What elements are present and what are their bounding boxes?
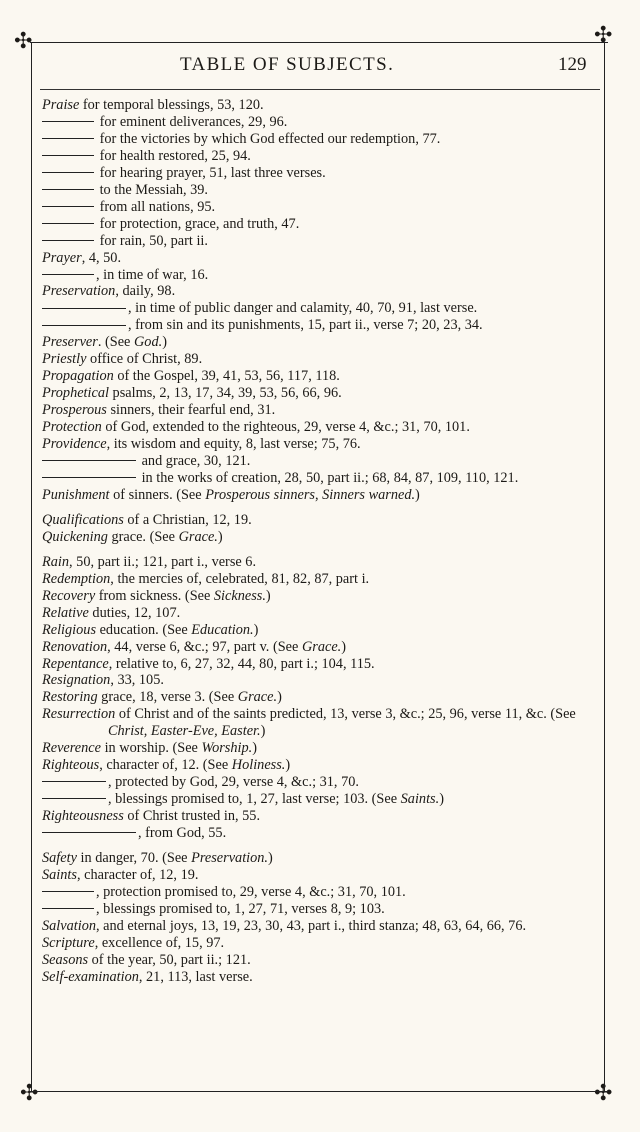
index-entry — [42, 656, 598, 673]
index-entry — [42, 639, 598, 656]
entry-text: , in time of public danger and calamity, 40, 70, 91, last verse. — [128, 300, 478, 317]
index-entry — [42, 571, 598, 588]
corner-ornament-icon: ✣ — [594, 22, 613, 47]
index-entry — [42, 918, 598, 935]
entry-text: of the year, 50, part ii.; 121. — [88, 951, 251, 968]
entry-text: , blessings promised to, 1, 27, 71, verses 8, 9; 103. — [96, 900, 385, 917]
entry-text: , 21, 113, last verse. — [138, 968, 253, 985]
entry-text: , — [314, 486, 323, 503]
entry-text: ) — [253, 621, 259, 638]
entry-term: Protection — [42, 419, 102, 436]
entry-text: ) — [265, 587, 271, 604]
frame-right-rule — [604, 42, 605, 1092]
entry-text: for rain, 50, part ii. — [96, 232, 208, 249]
frame-top-rule — [30, 42, 608, 43]
cross-reference: Saints. — [400, 791, 440, 808]
entry-text: , character of, 12, 19. — [76, 866, 199, 883]
entry-text: of the Gospel, 39, 41, 53, 56, 117, 118. — [113, 368, 340, 385]
ditto-dash — [42, 891, 94, 892]
index-entry — [42, 148, 598, 165]
ditto-dash — [42, 206, 94, 207]
entry-term: Renovation — [42, 638, 108, 655]
entry-text: , daily, 98. — [115, 283, 176, 300]
ditto-dash — [42, 274, 94, 275]
ditto-dash — [42, 240, 94, 241]
index-entry — [42, 706, 598, 740]
ditto-dash — [42, 477, 136, 478]
cross-reference: Holiness. — [231, 757, 286, 774]
cross-reference: Sinners warned. — [322, 486, 416, 503]
entry-text: of Christ trusted in, 55. — [123, 808, 261, 825]
entry-term: Relative — [42, 604, 89, 621]
entry-term: Restoring — [42, 689, 98, 706]
entry-term: Providence — [42, 436, 107, 453]
cross-reference: Worship. — [201, 740, 253, 757]
index-entry — [42, 368, 598, 385]
entry-text: in the works of creation, 28, 50, part ii.; 68, 84, 87, 109, 110, 121. — [138, 469, 519, 486]
index-entry — [42, 317, 598, 334]
index-entry — [42, 182, 598, 199]
entry-term: Righteousness — [42, 808, 124, 825]
ditto-dash — [42, 223, 94, 224]
entry-text: ) — [162, 334, 167, 351]
index-entry — [42, 935, 598, 952]
entry-text: , and eternal joys, 13, 19, 23, 30, 43, part i., third stanza; 48, 63, 64, 66, 76. — [96, 917, 527, 934]
entry-term: Preserver — [42, 334, 98, 351]
entry-text: , excellence of, 15, 97. — [94, 934, 225, 951]
entry-term: Prophetical — [42, 385, 109, 402]
entry-term: Scripture — [42, 934, 95, 951]
index-entry — [42, 97, 598, 114]
ditto-dash — [42, 308, 126, 309]
corner-ornament-icon: ✣ — [20, 1080, 39, 1105]
entry-text: , 33, 105. — [110, 672, 164, 689]
page-title: TABLE OF SUBJECTS. — [180, 54, 395, 75]
entry-text: ) — [285, 757, 291, 774]
index-entry — [42, 453, 598, 470]
entry-text: sinners, their fearful end, 31. — [106, 402, 276, 419]
entry-text: , 50, part ii.; 121, part i., verse 6. — [69, 553, 257, 570]
entry-text: , relative to, 6, 27, 32, 44, 80, part i.; 104, 115. — [108, 655, 375, 672]
entry-text: , 4, 50. — [81, 249, 122, 266]
index-entry — [42, 419, 598, 436]
ditto-dash — [42, 798, 106, 799]
entry-term: Repentance — [42, 655, 109, 672]
entry-term: Safety — [42, 849, 77, 866]
entry-term: Praise — [42, 97, 80, 113]
index-entry — [42, 672, 598, 689]
entry-text: for hearing prayer, 51, last three verses. — [96, 164, 326, 181]
index-entry — [42, 529, 598, 546]
entry-text: ) — [252, 740, 257, 757]
entry-text: , protection promised to, 29, verse 4, &c.; 31, 70, 101. — [96, 883, 406, 900]
cross-reference: Christ, Easter-Eve, Easter. — [108, 723, 261, 740]
entry-term: Prosperous — [42, 402, 107, 419]
index-entry — [42, 385, 598, 402]
entry-term: Self-examination — [42, 968, 139, 985]
entry-text: for health restored, 25, 94. — [96, 147, 251, 164]
index-entry — [42, 850, 598, 867]
entry-term: Qualifications — [42, 511, 124, 528]
index-entry — [42, 901, 598, 918]
entry-text: grace. (See — [107, 528, 179, 545]
entry-text: ) — [217, 528, 223, 545]
frame-bottom-rule — [30, 1091, 608, 1092]
index-entry — [42, 131, 598, 148]
index-entry — [42, 689, 598, 706]
index-entry — [42, 436, 598, 453]
index-entry — [42, 334, 598, 351]
corner-ornament-icon: ✣ — [14, 28, 33, 53]
entry-term: Reverence — [42, 740, 101, 757]
index-entry — [42, 791, 598, 808]
index-entry — [42, 402, 598, 419]
ditto-dash — [42, 325, 126, 326]
cross-reference: Preservation. — [191, 849, 269, 866]
entry-text: of a Christian, 12, 19. — [123, 511, 252, 528]
cross-reference: God. — [133, 334, 163, 351]
index-entry — [42, 470, 598, 487]
entry-text: , blessings promised to, 1, 27, last verse; 103. (See — [108, 791, 401, 808]
entry-term: Quickening — [42, 528, 108, 545]
entry-text: , protected by God, 29, verse 4, &c.; 31, 70. — [108, 774, 359, 791]
entry-text: grace, 18, verse 3. (See — [97, 689, 238, 706]
ditto-dash — [42, 172, 94, 173]
cross-reference: Grace. — [178, 528, 218, 545]
index-entry — [42, 165, 598, 182]
entry-term: Saints — [42, 866, 77, 883]
section-gap — [42, 504, 598, 512]
index-entry — [42, 199, 598, 216]
entry-text: from all nations, 95. — [96, 198, 216, 215]
index-entry — [42, 588, 598, 605]
entry-text: psalms, 2, 13, 17, 34, 39, 53, 56, 66, 96. — [108, 385, 342, 402]
ditto-dash — [42, 189, 94, 190]
index-entry — [42, 774, 598, 791]
entry-text: for temporal blessings, 53, 120. — [79, 97, 264, 113]
index-entry — [42, 808, 598, 825]
entry-term: Resignation — [42, 672, 111, 689]
ditto-dash — [42, 908, 94, 909]
entry-text: of Christ and of the saints predicted, 13, verse 3, &c.; 25, 96, verse 11, &c. (See — [115, 706, 576, 723]
index-entry — [42, 351, 598, 368]
entry-text: , from God, 55. — [138, 825, 227, 842]
section-gap — [42, 546, 598, 554]
entry-text: , character of, 12. (See — [99, 757, 232, 774]
entry-text: to the Messiah, 39. — [96, 181, 208, 198]
ditto-dash — [42, 781, 106, 782]
entry-term: Resurrection — [42, 706, 116, 723]
ditto-dash — [42, 138, 94, 139]
entry-term: Religious — [42, 621, 97, 638]
cross-reference: Sickness. — [213, 587, 266, 604]
entry-term: Priestly — [42, 351, 87, 368]
cross-reference: Grace. — [301, 638, 342, 655]
index-entry — [42, 512, 598, 529]
entry-term: Redemption — [42, 570, 111, 587]
subject-index — [42, 97, 598, 986]
entry-text: ) — [341, 638, 347, 655]
index-entry — [42, 867, 598, 884]
entry-text: . (See — [97, 334, 134, 351]
entry-text: in danger, 70. (See — [76, 849, 192, 866]
entry-text: duties, 12, 107. — [88, 604, 181, 621]
entry-text: and grace, 30, 121. — [138, 453, 251, 470]
index-entry — [42, 605, 598, 622]
entry-text: of sinners. (See — [109, 486, 206, 503]
entry-text: , its wisdom and equity, 8, last verse; 75, 76. — [106, 436, 361, 453]
index-entry — [42, 884, 598, 901]
index-entry — [42, 952, 598, 969]
index-entry — [42, 216, 598, 233]
entry-text: in worship. (See — [101, 740, 202, 757]
header-rule — [40, 89, 600, 90]
index-entry — [42, 114, 598, 131]
cross-reference: Grace. — [237, 689, 278, 706]
entry-text: for protection, grace, and truth, 47. — [96, 215, 300, 232]
index-entry — [42, 554, 598, 571]
cross-reference: Education. — [191, 621, 254, 638]
section-gap — [42, 842, 598, 850]
entry-text: for the victories by which God effected our redemption, 77. — [96, 130, 441, 147]
ditto-dash — [42, 832, 136, 833]
entry-term: Punishment — [42, 486, 110, 503]
entry-text: office of Christ, 89. — [86, 351, 203, 368]
entry-term: Prayer — [42, 249, 82, 266]
entry-text: ) — [268, 849, 273, 866]
entry-term: Recovery — [42, 587, 96, 604]
entry-text: ) — [277, 689, 282, 706]
index-entry — [42, 250, 598, 267]
entry-text: , from sin and its punishments, 15, part ii., verse 7; 20, 23, 34. — [128, 317, 483, 334]
entry-text: , 44, verse 6, &c.; 97, part v. (See — [107, 638, 302, 655]
entry-text: for eminent deliverances, 29, 96. — [96, 113, 288, 130]
entry-term: Righteous — [42, 757, 100, 774]
entry-text: ) — [415, 486, 420, 503]
index-entry — [42, 757, 598, 774]
ditto-dash — [42, 155, 94, 156]
ditto-dash — [42, 121, 94, 122]
entry-text: , in time of war, 16. — [96, 266, 209, 283]
index-entry — [42, 740, 598, 757]
entry-text: education. (See — [96, 621, 192, 638]
entry-term: Seasons — [42, 951, 89, 968]
entry-term: Salvation — [42, 917, 97, 934]
entry-text: ) — [439, 791, 444, 808]
entry-term: Propagation — [42, 368, 114, 385]
entry-text: ) — [260, 723, 266, 740]
corner-ornament-icon: ✣ — [594, 1080, 613, 1105]
entry-term: Rain — [42, 553, 70, 570]
entry-text: from sickness. (See — [95, 587, 214, 604]
ditto-dash — [42, 460, 136, 461]
index-entry — [42, 283, 598, 300]
index-entry — [42, 487, 598, 504]
frame-left-rule — [31, 42, 32, 1092]
index-entry — [42, 622, 598, 639]
page-number: 129 — [558, 54, 587, 75]
index-entry — [42, 267, 598, 284]
entry-text: of God, extended to the righteous, 29, verse 4, &c.; 31, 70, 101. — [101, 419, 470, 436]
cross-reference: Prosperous sinners — [205, 486, 315, 503]
entry-text: , the mercies of, celebrated, 81, 82, 87, part i. — [110, 570, 370, 587]
index-entry — [42, 233, 598, 250]
index-entry — [42, 300, 598, 317]
index-entry — [42, 825, 598, 842]
index-entry — [42, 969, 598, 986]
entry-term: Preservation — [42, 283, 116, 300]
